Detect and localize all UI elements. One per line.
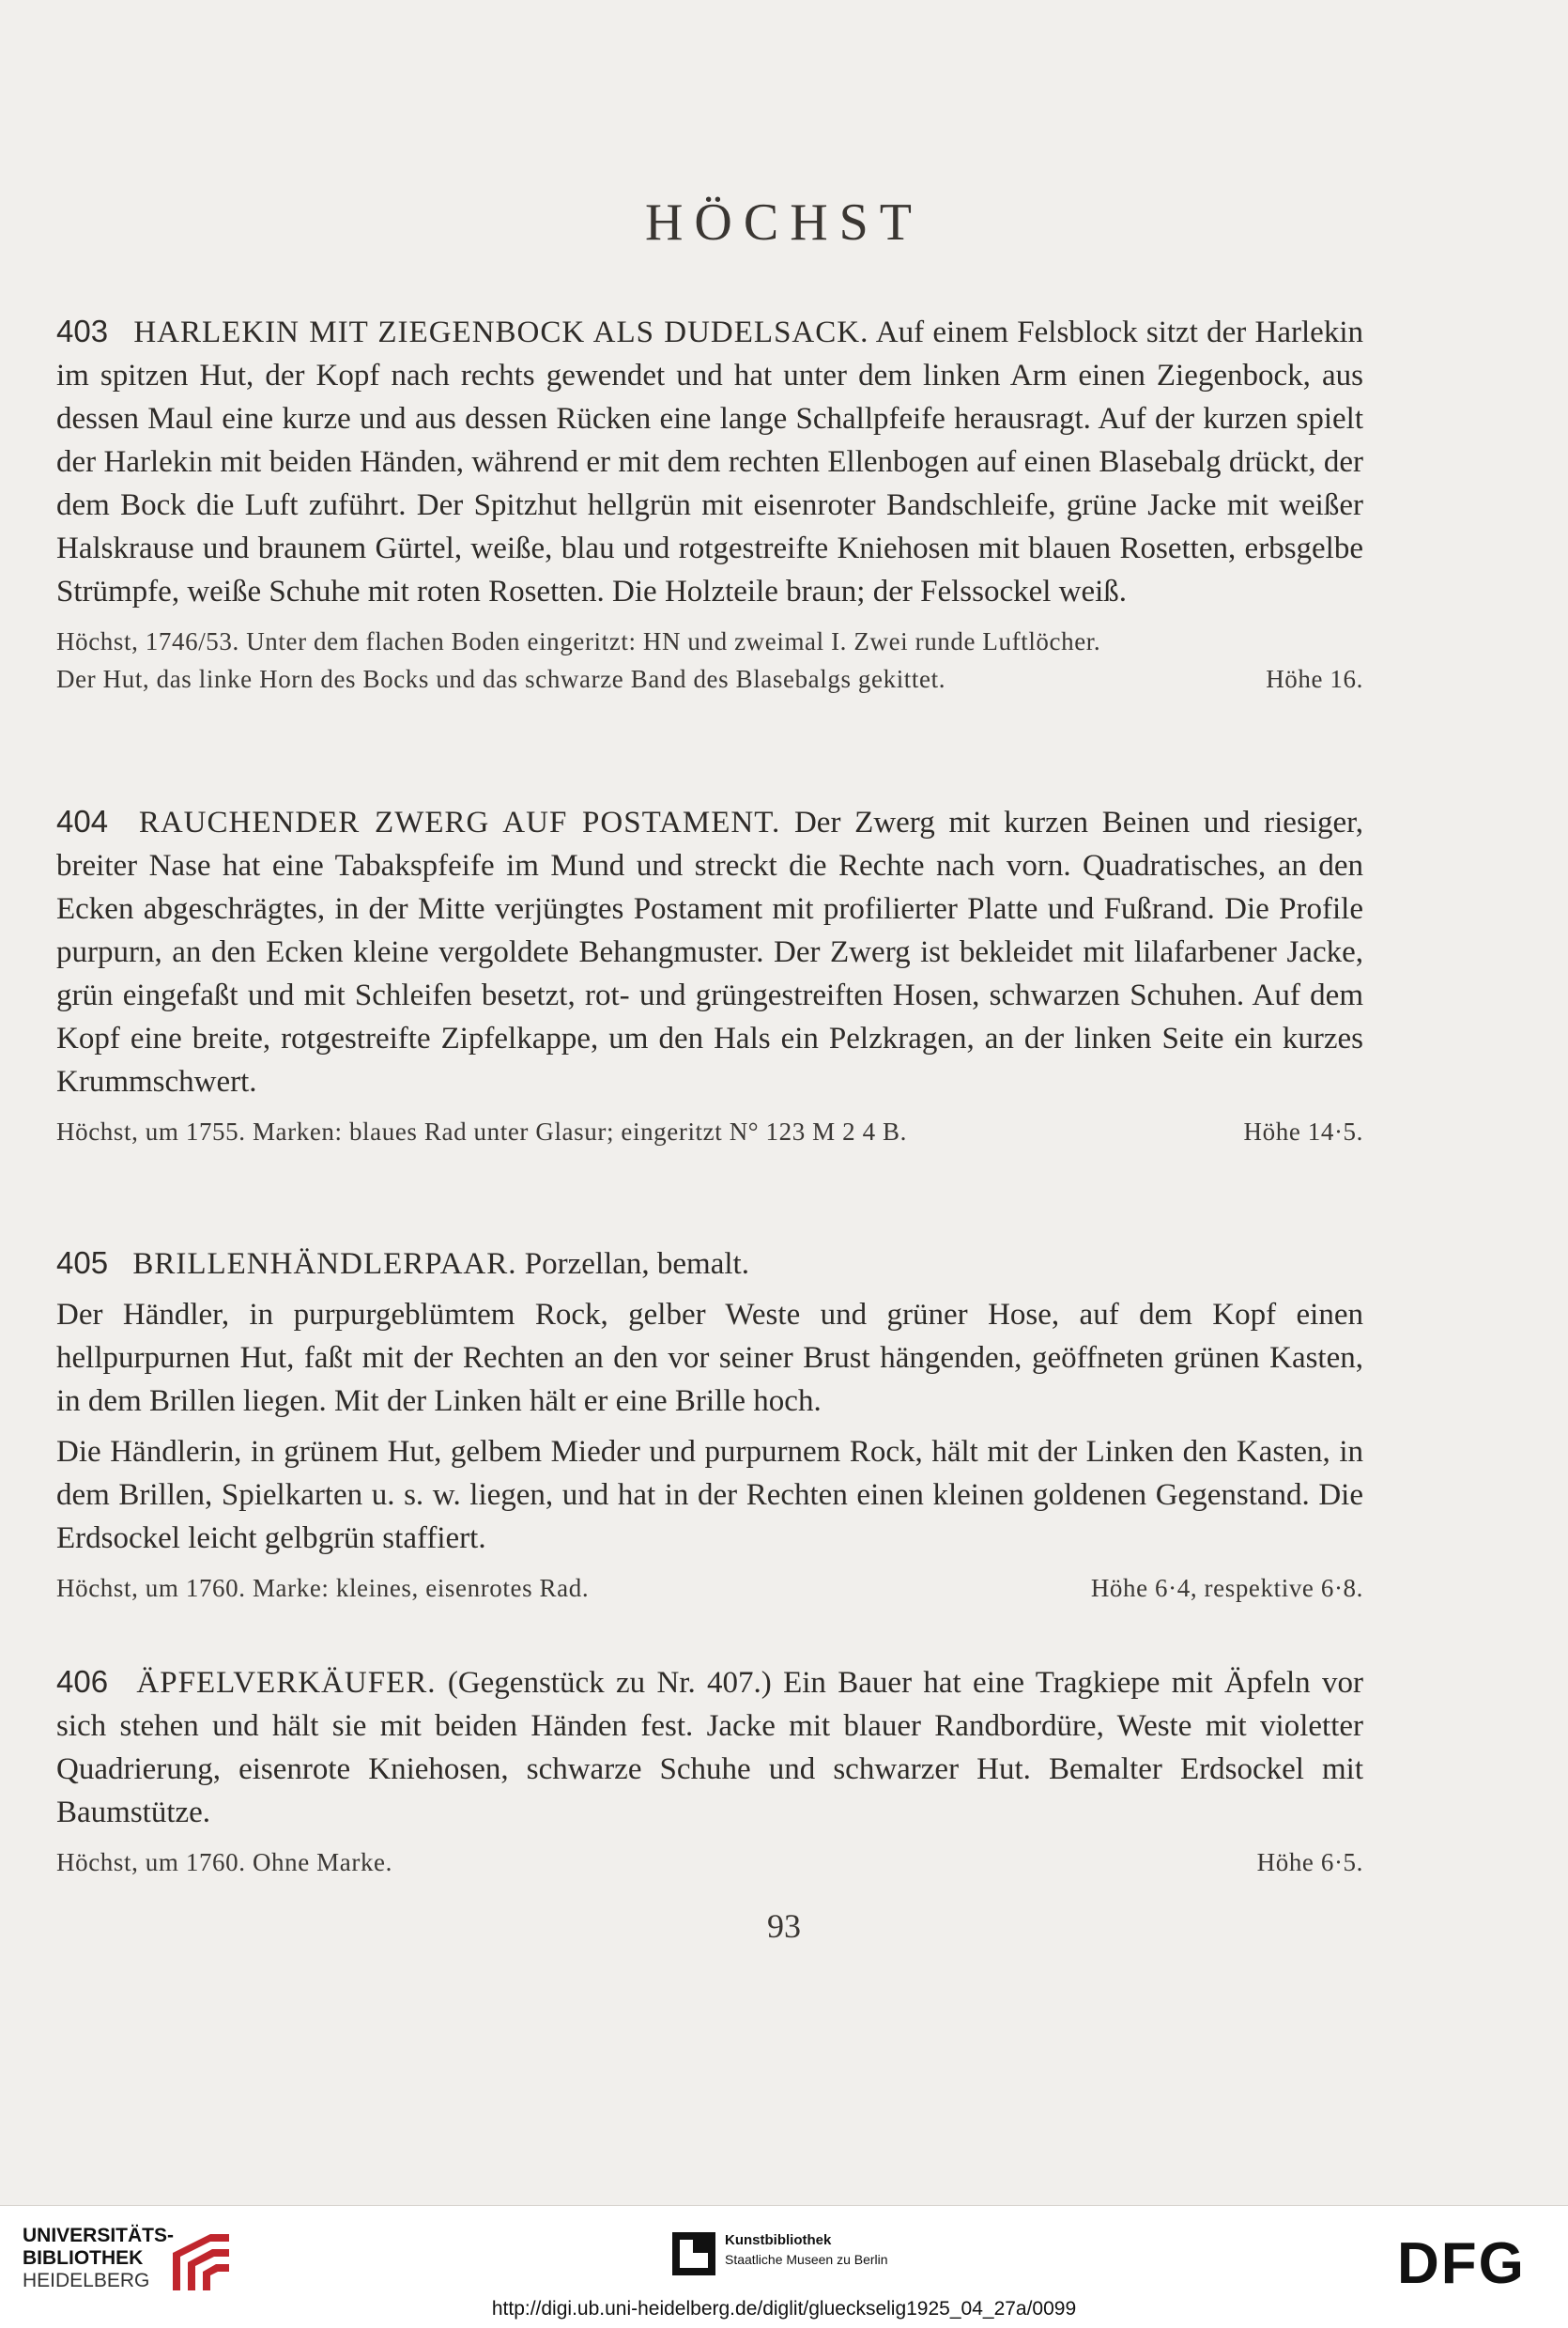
meta-row [56, 1843, 1363, 1881]
meta-left: Höchst, um 1760. Marke: kleines, eisenrotes Rad. [56, 1574, 590, 1602]
entry-text: Der Zwerg mit kurzen Beinen und riesiger, breiter Nase hat eine Tabakspfeife im Mund und streckt die Rechte nach vorn. Quadratisches, an den Ecken abgeschrägtes, in der Mitte verjüngtes Postament mit profilierter Platte und Fußrand. Die Profile purpurn, an den Ecken kleine vergoldete Behangmuster. Der Zwerg ist bekleidet mit lilafarbener Jacke, grün eingefaßt und mit Schleifen besetzt, rot- und grüngestreiften Hosen, schwarzen Schuhen. Auf dem Kopf eine breite, rotgestreifte Zipfelkappe, um den Hals ein Pelzkragen, an der linken Seite ein kurzes Krummschwert. [56, 806, 1364, 1099]
ub-line: HEIDELBERG [23, 2270, 150, 2291]
entry-text: Porzellan, bemalt. [524, 1247, 749, 1281]
entry-number: 405 [56, 1245, 109, 1280]
ub-emblem-icon [163, 2225, 238, 2300]
entry-heading: BRILLENHÄNDLERPAAR. [132, 1247, 517, 1281]
meta-height: Höhe 14·5. [1243, 1118, 1363, 1146]
kunstbibliothek-emblem-icon [672, 2232, 715, 2275]
kb-line: Staatliche Museen zu Berlin [725, 2252, 888, 2267]
meta-left: Höchst, um 1755. Marken: blaues Rad unter Glasur; eingeritzt N° 123 M 2 4 B. [56, 1118, 908, 1146]
meta-height: Höhe 6·5. [1256, 1848, 1363, 1876]
meta-left: Höchst, um 1760. Ohne Marke. [56, 1848, 392, 1876]
digitization-footer [0, 2205, 1568, 2328]
entry-meta [56, 623, 1363, 698]
entry-meta [56, 1113, 1363, 1150]
dfg-logo[interactable]: DFG [1397, 2231, 1526, 2296]
catalog-entry-406 [56, 1660, 1363, 1881]
entry-paragraph: Die Händlerin, in grünem Hut, gelbem Mieder und purpurnem Rock, hält mit der Linken den Kasten, in dem Brillen, Spielkarten u. s. w. liegen, und hat in der Rechten einen kleinen goldenen Gegenstand. Die Erdsockel leicht gelbgrün staffiert. [56, 1435, 1363, 1555]
meta-line: Höchst, 1746/53. Unter dem flachen Boden eingeritzt: HN und zweimal I. Zwei runde Luftlöcher. [56, 627, 1101, 655]
entry-paragraph [56, 1241, 1363, 1286]
meta-height: Höhe 16. [1266, 665, 1363, 693]
meta-row [56, 1113, 1363, 1150]
page-number: 93 [767, 1907, 801, 1945]
kunstbibliothek-text [725, 2230, 888, 2269]
ub-logo-text [23, 2225, 174, 2292]
meta-row [56, 660, 1363, 698]
entry-number: 403 [56, 314, 109, 348]
catalog-entry-403 [56, 310, 1363, 698]
entry-paragraph: Der Händler, in purpurgeblümtem Rock, gelber Weste und grüner Hose, auf dem Kopf einen hellpurpurnen Hut, faßt mit der Rechten an den vor seiner Brust hängenden, geöffneten grünen Kasten, in dem Brillen liegen. Mit der Linken hält er eine Brille hoch. [56, 1298, 1363, 1418]
entry-meta [56, 1569, 1363, 1607]
entry-text: Auf einem Felsblock sitzt der Harlekin im spitzen Hut, der Kopf nach rechts gewendet und hat unter dem linken Arm einen Ziegenbock, aus dessen Maul eine kurze und aus dessen Rücken eine lange Schallpfeife herausragt. Auf der kurzen spielt der Harlekin mit beiden Händen, während er mit dem rechten Ellenbogen auf einen Blasebalg drückt, der dem Bock die Luft zuführt. Der Spitzhut hellgrün mit eisenroter Bandschleife, grüne Jacke mit weißer Halskrause und braunem Gürtel, weiße, blau und rotgestreifte Kniehosen mit blauen Rosetten, erbsgelbe Strümpfe, weiße Schuhe mit roten Rosetten. Die Holzteile braun; der Felssockel weiß. [56, 316, 1363, 609]
entry-paragraph [56, 1660, 1363, 1834]
catalog-entry-404 [56, 800, 1363, 1150]
kb-line: Kunstbibliothek [725, 2232, 832, 2248]
kunstbibliothek-logo[interactable] [672, 2228, 926, 2285]
permalink-url[interactable]: http://digi.ub.uni-heidelberg.de/diglit/glueckselig1925_04_27a/0099 [491, 2298, 1077, 2320]
ub-heidelberg-logo[interactable] [23, 2225, 238, 2305]
ub-line: BIBLIOTHEK [23, 2247, 144, 2269]
catalog-entry-405 [56, 1241, 1363, 1607]
meta-left: Der Hut, das linke Horn des Bocks und das schwarze Band des Blasebalgs gekittet. [56, 665, 946, 693]
entry-heading: RAUCHENDER ZWERG AUF POSTAMENT. [138, 806, 781, 840]
meta-height: Höhe 6·4, respektive 6·8. [1090, 1574, 1363, 1602]
entry-text: (Gegenstück zu Nr. 407.) Ein Bauer hat eine Tragkiepe mit Äpfeln vor sich stehen und hält sie mit beiden Händen fest. Jacke mit blauer Randbordüre, Weste mit violetter Quadrierung, eisenrote Kniehosen, schwarze Schuhe und schwarzer Hut. Bemalter Erdsockel mit Baumstütze. [56, 1666, 1364, 1829]
entry-heading: HARLEKIN MIT ZIEGENBOCK ALS DUDELSACK. [133, 316, 869, 349]
ub-line: UNIVERSITÄTS- [23, 2225, 175, 2246]
entry-heading: ÄPFELVERKÄUFER. [136, 1666, 437, 1700]
entry-number: 404 [56, 804, 109, 839]
entry-meta [56, 1843, 1363, 1881]
entry-paragraph [56, 310, 1363, 613]
entry-paragraph [56, 800, 1363, 1103]
page-title: HÖCHST [644, 193, 924, 252]
entry-number: 406 [56, 1664, 109, 1699]
meta-row [56, 1569, 1363, 1607]
